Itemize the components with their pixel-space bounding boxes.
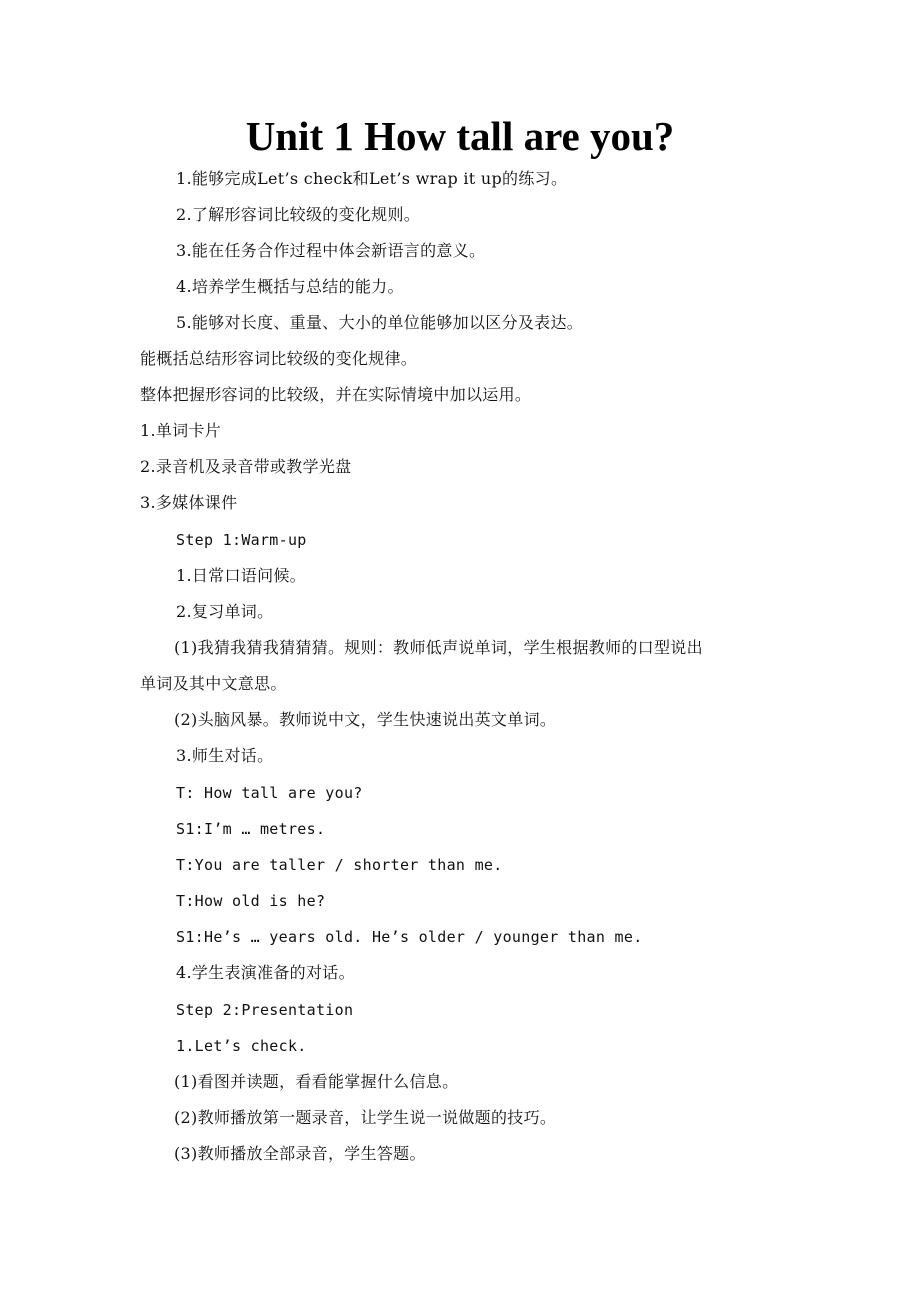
difficult-point: 整体把握形容词的比较级，并在实际情境中加以运用。: [140, 385, 532, 404]
dialogue-line: T: How tall are you?: [176, 784, 363, 802]
objective-item: 5.能够对长度、重量、大小的单位能够加以区分及表达。: [176, 313, 584, 332]
objective-item: 4.培养学生概括与总结的能力。: [176, 277, 404, 296]
step2-subitem: (1)看图并读题，看看能掌握什么信息。: [174, 1072, 459, 1091]
step1-subitem-continued: 单词及其中文意思。: [140, 674, 287, 693]
step1-item: 3.师生对话。: [176, 746, 274, 765]
page-title: Unit 1 How tall are you?: [245, 113, 675, 159]
objective-item: 3.能在任务合作过程中体会新语言的意义。: [176, 241, 486, 260]
step2-subitem: (2)教师播放第一题录音，让学生说一说做题的技巧。: [174, 1108, 557, 1127]
step2-heading: Step 2:Presentation: [176, 1001, 354, 1019]
step1-heading: Step 1:Warm-up: [176, 531, 307, 549]
step2-subitem: (3)教师播放全部录音，学生答题。: [174, 1144, 426, 1163]
material-item: 2.录音机及录音带或教学光盘: [140, 457, 352, 476]
dialogue-line: S1:He’s … years old. He’s older / younger than me.: [176, 928, 643, 946]
step2-item: 1.Let’s check.: [176, 1037, 307, 1055]
dialogue-line: S1:I’m … metres.: [176, 820, 326, 838]
step1-item: 4.学生表演准备的对话。: [176, 963, 355, 982]
dialogue-line: T:How old is he?: [176, 892, 326, 910]
objective-item: 1.能够完成Let’s check和Let’s wrap it up的练习。: [176, 169, 568, 188]
material-item: 3.多媒体课件: [140, 493, 238, 512]
step1-item: 2.复习单词。: [176, 602, 274, 621]
step1-subitem: (2)头脑风暴。教师说中文，学生快速说出英文单词。: [174, 710, 557, 729]
key-point: 能概括总结形容词比较级的变化规律。: [140, 349, 418, 368]
objective-item: 2.了解形容词比较级的变化规则。: [176, 205, 421, 224]
material-item: 1.单词卡片: [140, 421, 222, 440]
step1-item: 1.日常口语问候。: [176, 566, 306, 585]
step1-subitem: (1)我猜我猜我猜猜猜。规则：教师低声说单词，学生根据教师的口型说出: [174, 638, 703, 657]
dialogue-line: T:You are taller / shorter than me.: [176, 856, 503, 874]
